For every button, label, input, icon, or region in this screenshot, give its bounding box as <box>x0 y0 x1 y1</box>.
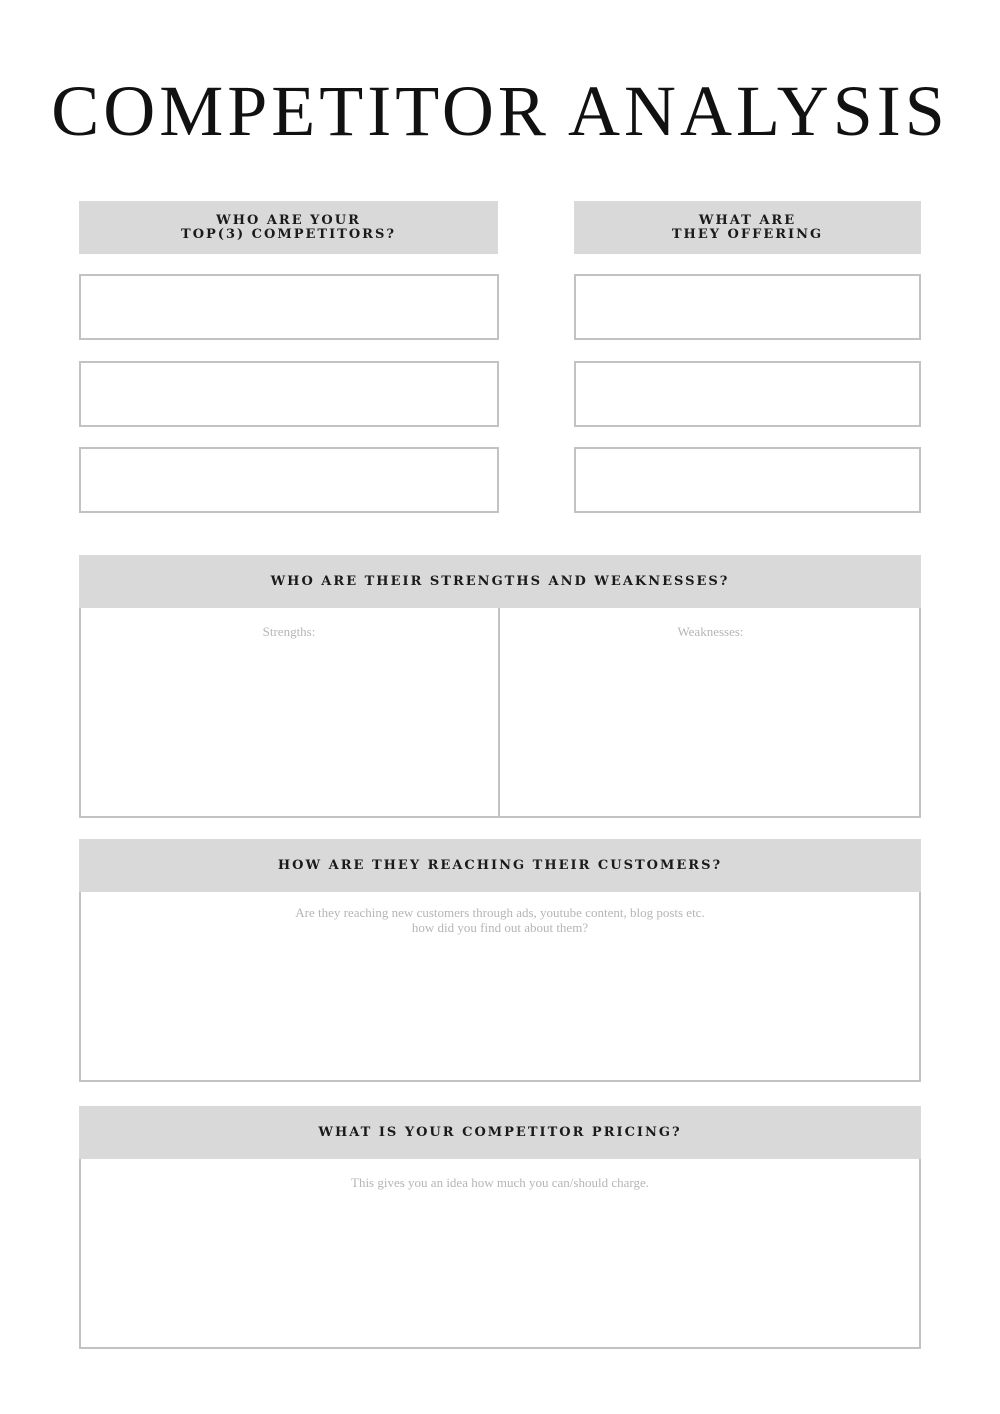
competitor-field-1[interactable] <box>79 274 499 340</box>
offering-field-1[interactable] <box>574 274 921 340</box>
page-title: COMPETITOR ANALYSIS <box>51 71 949 151</box>
offering-header-line1: WHAT ARE <box>698 212 797 228</box>
competitors-header-line2: TOP(3) COMPETITORS? <box>181 226 396 242</box>
competitors-header-line1: WHO ARE YOUR <box>216 212 361 228</box>
reach-hint-line1: Are they reaching new customers through ads, youtube content, blog posts etc. <box>295 905 705 920</box>
competitor-field-3[interactable] <box>79 447 499 513</box>
offering-field-3[interactable] <box>574 447 921 513</box>
strengths-weaknesses-header: WHO ARE THEIR STRENGTHS AND WEAKNESSES? <box>79 555 921 608</box>
strengths-field[interactable] <box>81 608 499 816</box>
strengths-label: Strengths: <box>262 624 316 639</box>
offering-header <box>574 201 921 254</box>
weaknesses-field[interactable] <box>501 608 919 816</box>
strengths-weaknesses-divider <box>498 608 500 816</box>
pricing-hint: This gives you an idea how much you can/should charge. <box>351 1175 649 1190</box>
pricing-header: WHAT IS YOUR COMPETITOR PRICING? <box>79 1106 921 1159</box>
offering-field-2[interactable] <box>574 361 921 427</box>
weaknesses-label: Weaknesses: <box>677 624 744 639</box>
reach-header: HOW ARE THEY REACHING THEIR CUSTOMERS? <box>79 839 921 892</box>
reach-hint <box>79 905 921 935</box>
competitors-header <box>79 201 498 254</box>
competitor-field-2[interactable] <box>79 361 499 427</box>
offering-header-line2: THEY OFFERING <box>671 226 824 242</box>
reach-hint-line2: how did you find out about them? <box>411 920 589 935</box>
